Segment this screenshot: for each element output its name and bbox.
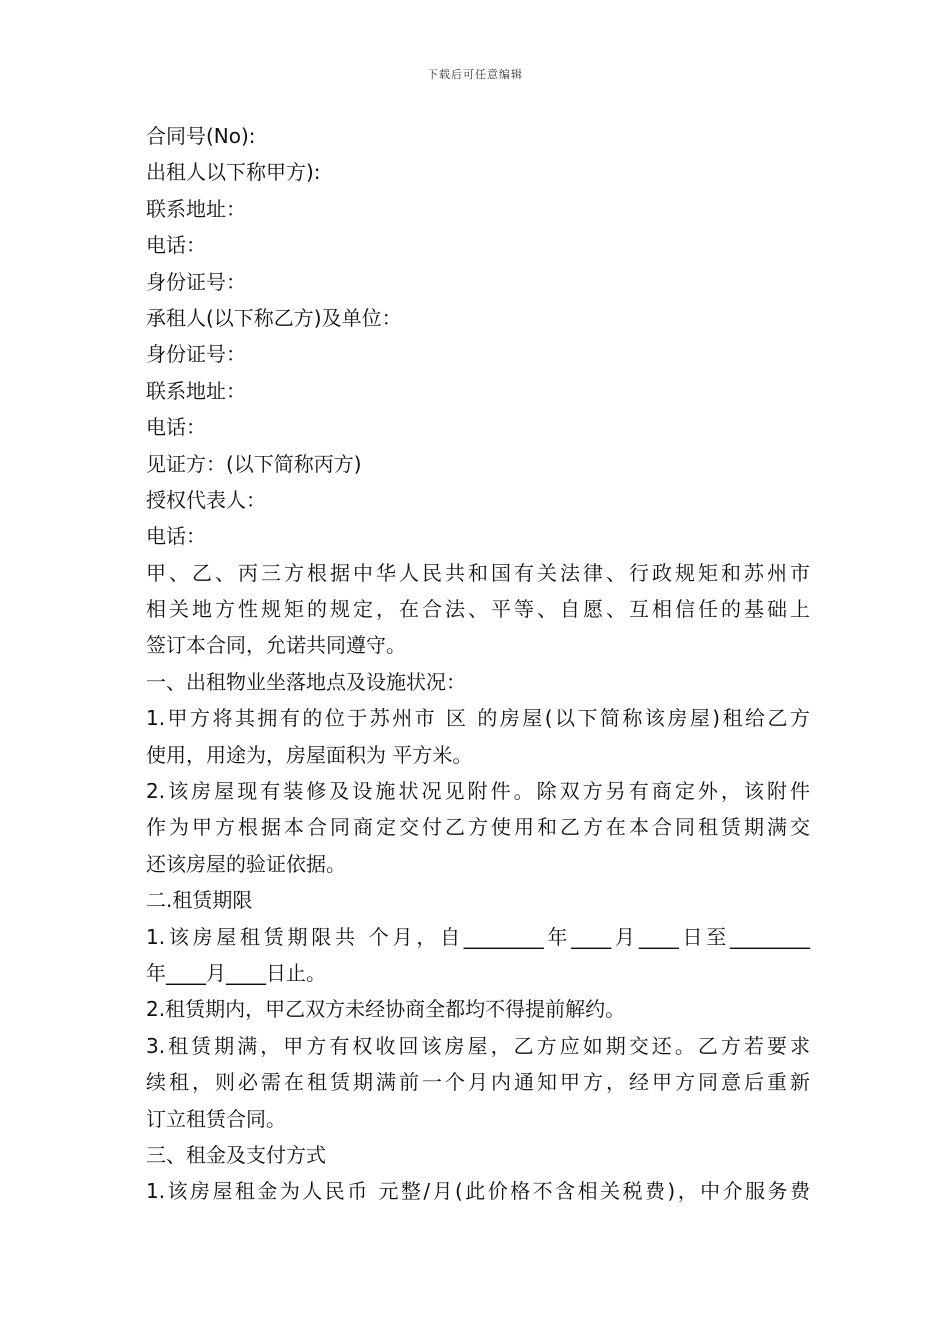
contract-line: 一、出租物业坐落地点及设施状况： [146,669,466,694]
contract-line: 2.租赁期内，甲乙双方未经协商全都均不得提前解约。 [146,997,626,1022]
contract-line: 使用，用途为，房屋面积为 平方米。 [146,742,473,767]
contract-body [146,118,810,1210]
contract-line: 电话： [146,415,206,440]
page-header-note: 下载后可任意编辑 [427,68,523,81]
contract-line: 身份证号： [146,269,246,294]
contract-line: 年____月____日止。 [146,960,326,985]
contract-line: 身份证号： [146,342,246,367]
contract-line: 电话： [146,233,206,258]
contract-line: 联系地址： [146,378,246,403]
contract-line: 二.租赁期限 [146,888,253,913]
contract-line: 相关地方性规矩的规定，在合法、平等、自愿、互相信任的基础上 [146,597,810,622]
contract-line: 续租，则必需在租赁期满前一个月内通知甲方，经甲方同意后重新 [146,1070,810,1095]
contract-line: 电话： [146,524,206,549]
contract-line: 甲、乙、丙三方根据中华人民共和国有关法律、行政规矩和苏州市 [146,560,810,585]
contract-line: 1.甲方将其拥有的位于苏州市 区 的房屋(以下简称该房屋)租给乙方 [146,706,810,731]
contract-line: 授权代表人： [146,487,266,512]
contract-line: 出租人以下称甲方): [146,160,321,185]
contract-line: 作为甲方根据本合同商定交付乙方使用和乙方在本合同租赁期满交 [146,815,810,840]
contract-line: 还该房屋的验证依据。 [146,851,346,876]
contract-line: 见证方：(以下简称丙方) [146,451,362,476]
contract-line: 1.该房屋租金为人民币 元整/月(此价格不含相关税费)，中介服务费 [146,1179,810,1204]
contract-line: 合同号(No): [146,124,256,148]
contract-line: 3.租赁期满，甲方有权收回该房屋，乙方应如期交还。乙方若要求 [146,1033,810,1058]
contract-line: 1.该房屋租赁期限共 个月，自________年____月____日至________ [146,924,810,949]
contract-line: 签订本合同，允诺共同遵守。 [146,633,406,658]
contract-line: 联系地址： [146,196,246,221]
contract-line: 承租人(以下称乙方)及单位： [146,305,402,330]
contract-line: 订立租赁合同。 [146,1106,286,1131]
contract-line: 2.该房屋现有装修及设施状况见附件。除双方另有商定外，该附件 [146,779,810,804]
contract-line: 三、租金及支付方式 [146,1142,326,1167]
